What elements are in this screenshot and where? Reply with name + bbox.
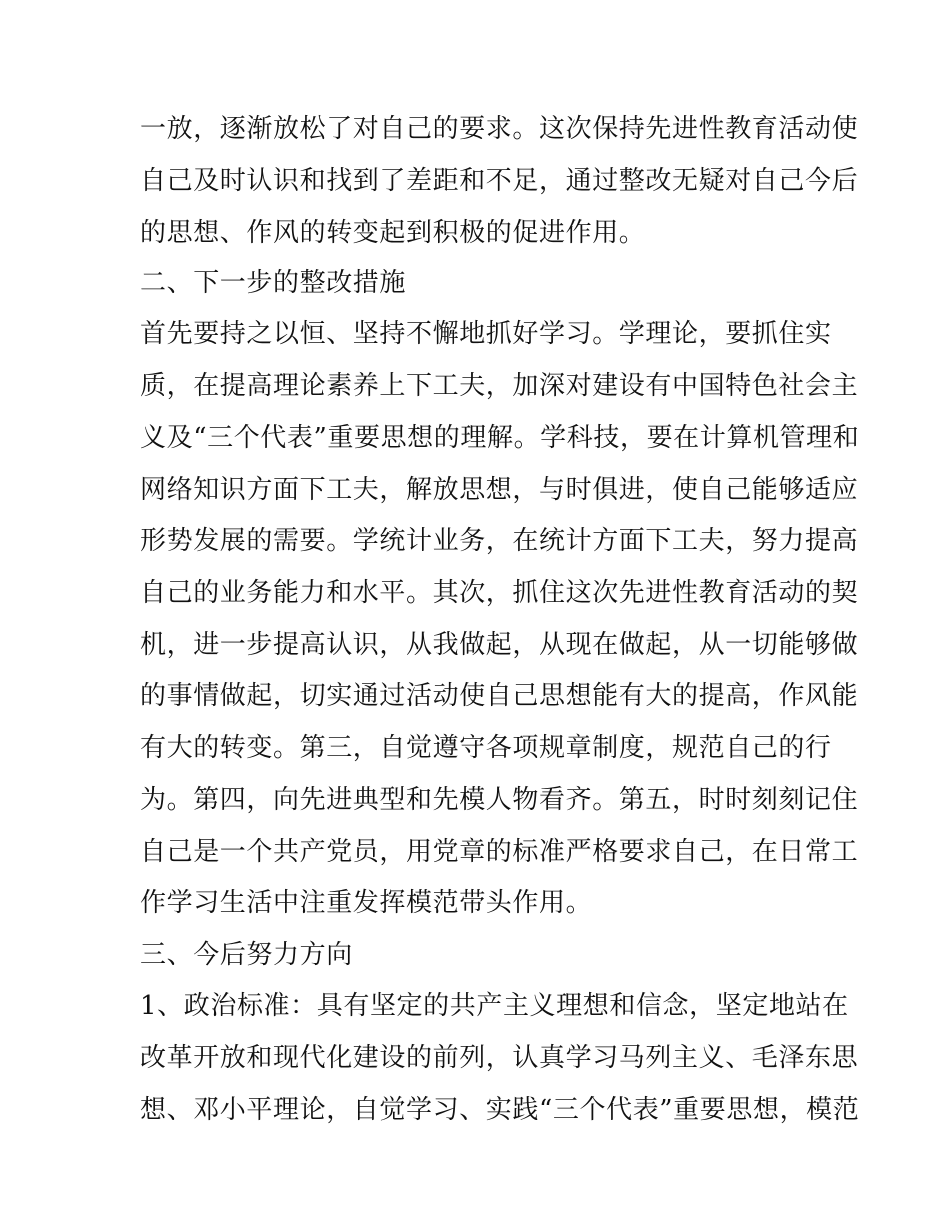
text-line: 自己及时认识和找到了差距和不足，通过整改无疑对自己今后 [140,166,859,196]
text-line: 改革开放和现代化建设的前列，认真学习马列主义、毛泽东思 [140,1043,859,1073]
text-line: 一放，逐渐放松了对自己的要求。这次保持先进性教育活动使 [140,114,859,144]
text-line: 质，在提高理论素养上下工夫，加深对建设有中国特色社会主 [140,371,859,401]
text-line: 作学习生活中注重发挥模范带头作用。 [140,888,593,918]
section-heading: 二、下一步的整改措施 [140,268,407,298]
text-line: 网络知识方面下工夫，解放思想，与时俱进，使自己能够适应 [140,475,859,505]
text-line: 形势发展的需要。学统计业务，在统计方面下工夫，努力提高 [140,526,859,556]
section-heading: 三、今后努力方向 [140,940,353,970]
text-line: 想、邓小平理论，自觉学习、实践“三个代表”重要思想，模范 [140,1095,860,1125]
text-line: 有大的转变。第三，自觉遵守各项规章制度，规范自己的行 [140,733,832,763]
text-line: 自己是一个共产党员，用党章的标准严格要求自己，在日常工 [140,837,859,867]
text-line: 机，进一步提高认识，从我做起，从现在做起，从一切能够做 [140,630,859,660]
text-line: 首先要持之以恒、坚持不懈地抓好学习。学理论，要抓住实 [140,319,832,349]
text-line: 义及“三个代表”重要思想的理解。学科技，要在计算机管理和 [140,423,860,453]
text-line: 的思想、作风的转变起到积极的促进作用。 [140,218,646,248]
text-line: 1、政治标准：具有坚定的共产主义理想和信念，坚定地站在 [140,991,849,1021]
text-line: 自己的业务能力和水平。其次，抓住这次先进性教育活动的契 [140,578,859,608]
text-line: 为。第四，向先进典型和先模人物看齐。第五，时时刻刻记住 [140,785,859,815]
text-line: 的事情做起，切实通过活动使自己思想能有大的提高，作风能 [140,681,859,711]
